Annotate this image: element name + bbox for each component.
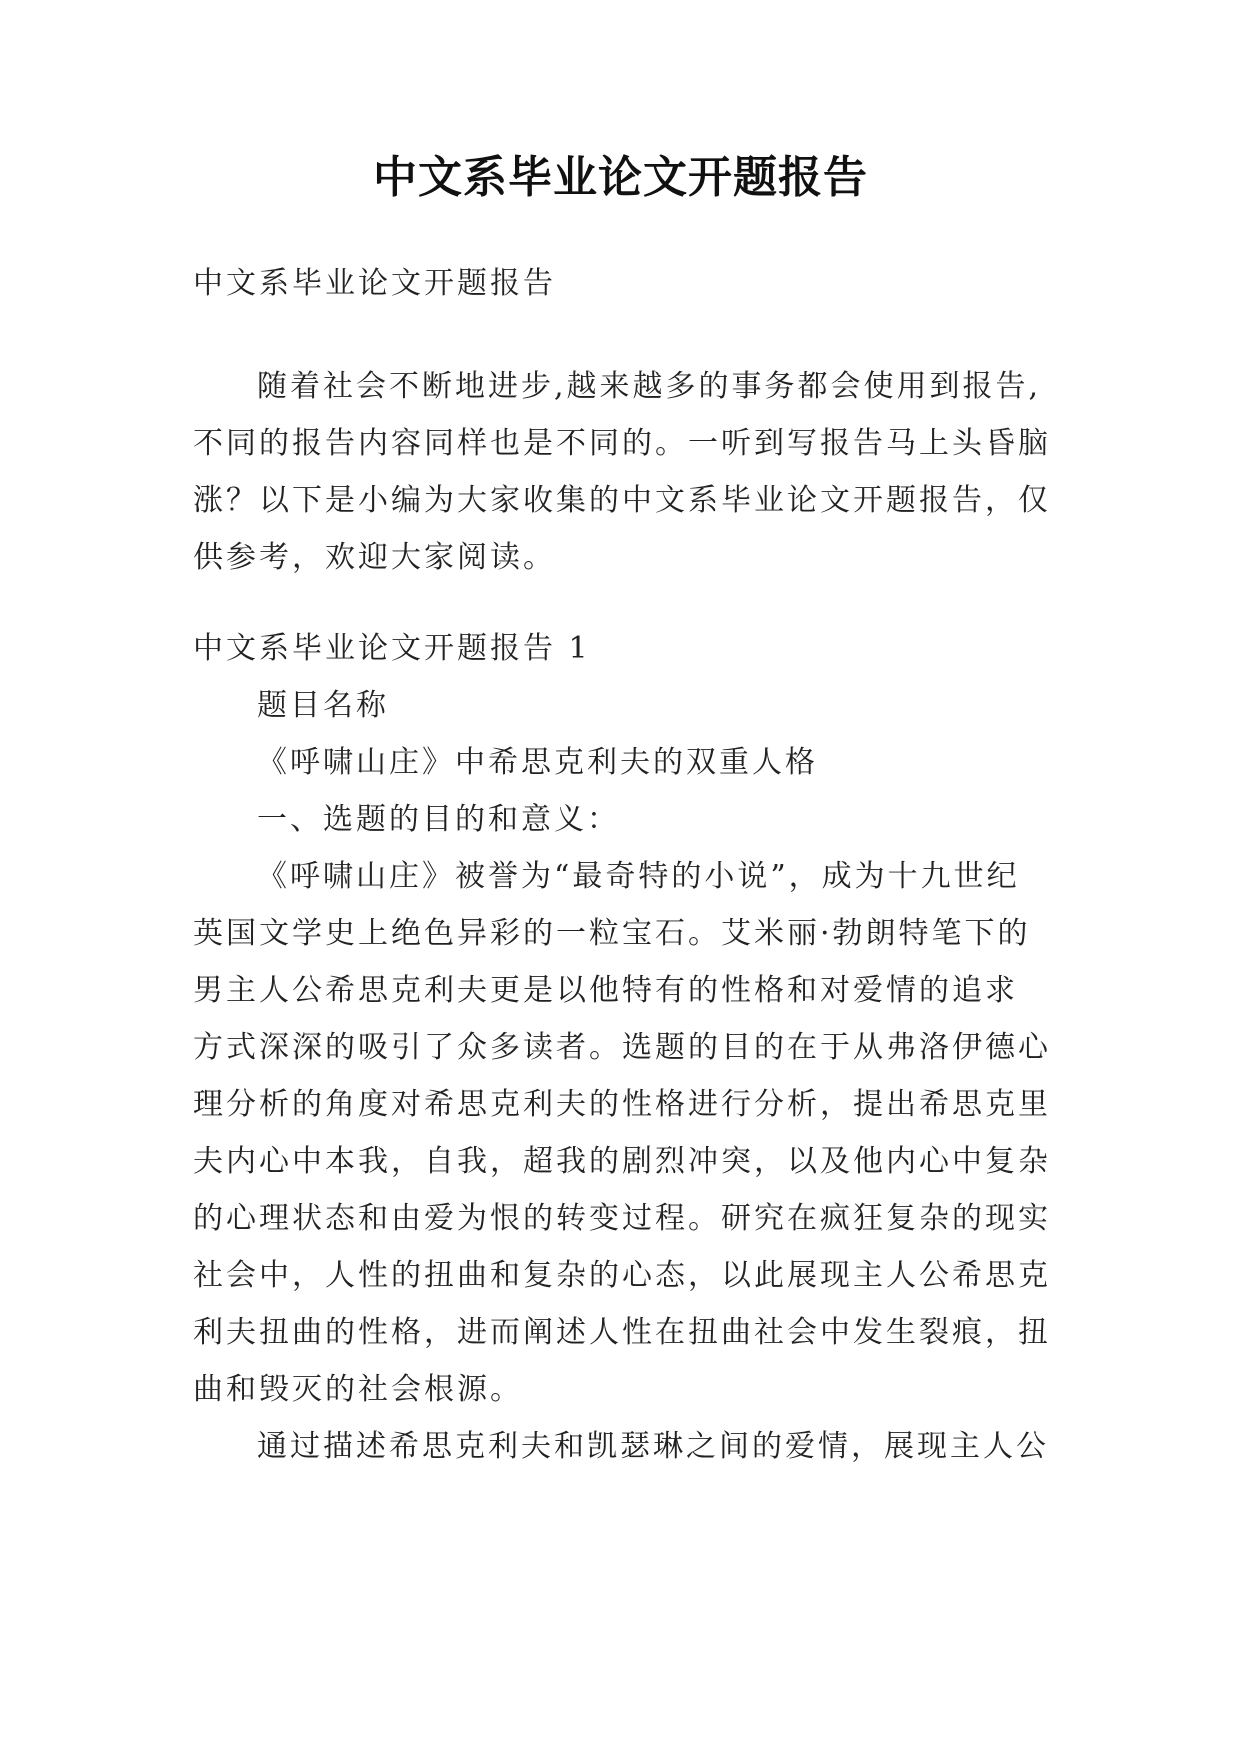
part-one-line-5: 理分析的角度对希思克利夫的性格进行分析，提出希思克里 bbox=[193, 1087, 1051, 1122]
part-one-line-8: 社会中，人性的扭曲和复杂的心态，以此展现主人公希思克 bbox=[193, 1258, 1051, 1293]
document-title: 中文系毕业论文开题报告 bbox=[373, 152, 868, 203]
intro-line-2: 不同的报告内容同样也是不同的。一听到写报告马上头昏脑 bbox=[193, 426, 1051, 461]
part-one-line-9: 利夫扭曲的性格，进而阐述人性在扭曲社会中发生裂痕，扭 bbox=[193, 1315, 1051, 1350]
intro-line-3: 涨？以下是小编为大家收集的中文系毕业论文开题报告，仅 bbox=[193, 483, 1051, 518]
intro-paragraph bbox=[193, 358, 1055, 586]
part-one-heading: 一、选题的目的和意义： bbox=[257, 802, 620, 837]
part-one-line-1: 《呼啸山庄》被誉为“最奇特的小说”，成为十九世纪 bbox=[257, 859, 1020, 894]
part-one-line-10: 曲和毁灭的社会根源。 bbox=[193, 1372, 523, 1407]
part-one-line-2: 英国文学史上绝色异彩的一粒宝石。艾米丽·勃朗特笔下的 bbox=[193, 916, 1031, 951]
topic-name: 《呼啸山庄》中希思克利夫的双重人格 bbox=[257, 745, 818, 780]
section-1 bbox=[193, 620, 1055, 1475]
last-line: 通过描述希思克利夫和凯瑟琳之间的爱情，展现主人公 bbox=[257, 1429, 1049, 1464]
part-one-line-3: 男主人公希思克利夫更是以他特有的性格和对爱情的追求 bbox=[193, 973, 1018, 1008]
intro-line-4: 供参考，欢迎大家阅读。 bbox=[193, 540, 556, 575]
intro-line-1: 随着社会不断地进步,越来越多的事务都会使用到报告, bbox=[257, 369, 1042, 404]
part-one-line-6: 夫内心中本我，自我，超我的剧烈冲突，以及他内心中复杂 bbox=[193, 1144, 1051, 1179]
document-subtitle bbox=[193, 255, 1055, 312]
subtitle-line: 中文系毕业论文开题报告 bbox=[193, 266, 556, 301]
section-heading: 中文系毕业论文开题报告 1 bbox=[193, 631, 591, 666]
part-one-line-4: 方式深深的吸引了众多读者。选题的目的在于从弗洛伊德心 bbox=[193, 1030, 1051, 1065]
part-one-line-7: 的心理状态和由爱为恨的转变过程。研究在疯狂复杂的现实 bbox=[193, 1201, 1051, 1236]
topic-label: 题目名称 bbox=[257, 688, 389, 723]
